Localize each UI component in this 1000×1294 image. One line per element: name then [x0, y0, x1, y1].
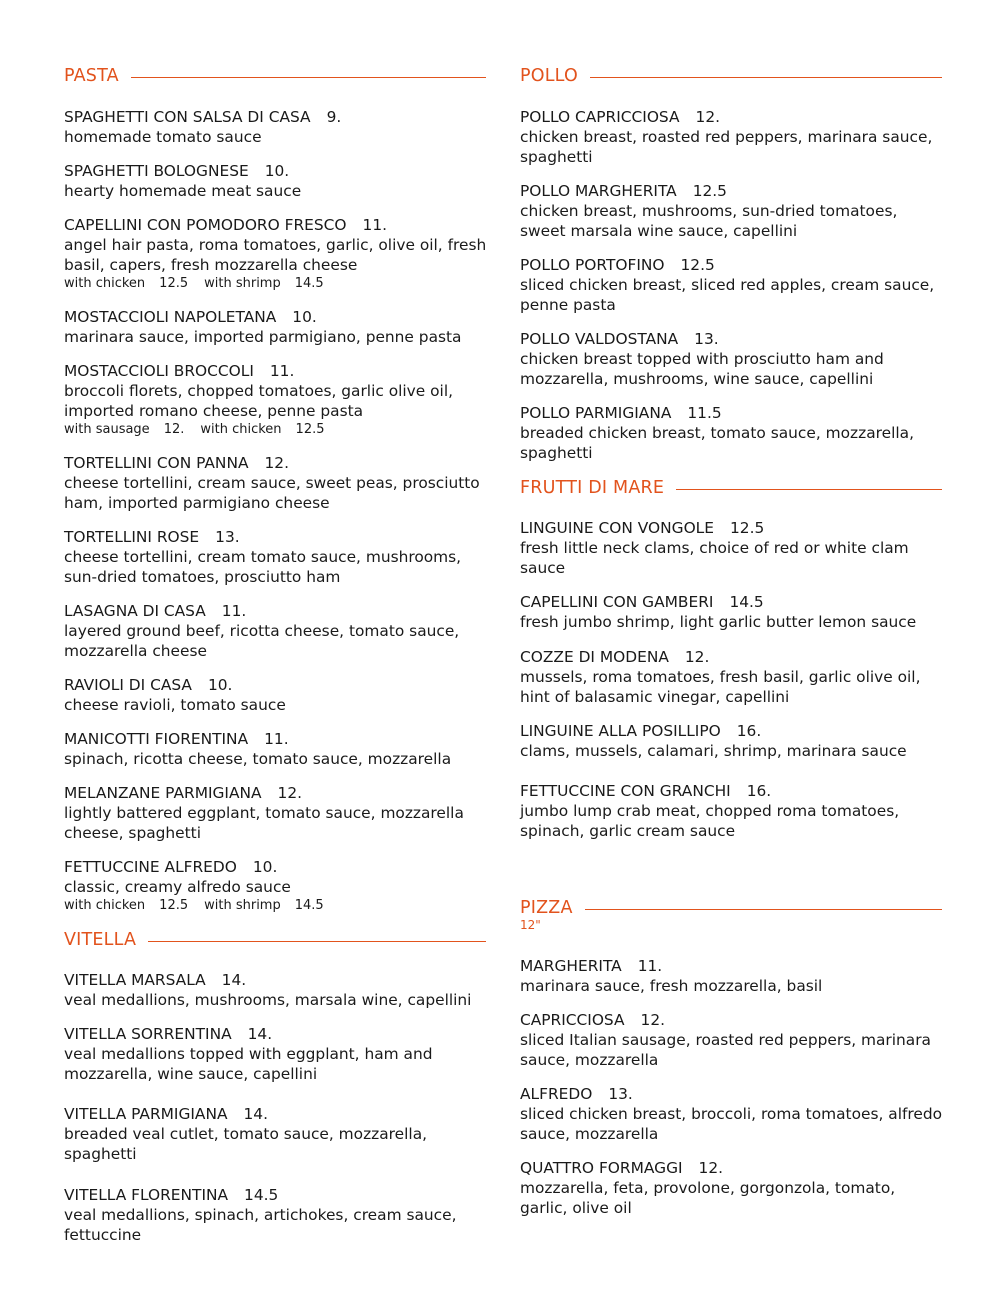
- item-description: classic, creamy alfredo sauce: [64, 878, 291, 896]
- option-label: with shrimp: [204, 898, 281, 913]
- item-name: FETTUCCINE ALFREDO: [64, 858, 237, 876]
- item-price: 12.: [684, 648, 710, 666]
- item-price: 14.: [221, 971, 247, 989]
- item-description: veal medallions topped with eggplant, ham and mozzarella, wine sauce, capellini: [64, 1045, 433, 1083]
- item-price: 10.: [207, 676, 233, 694]
- item-name: POLLO PARMIGIANA: [520, 404, 672, 422]
- item-name: LINGUINE ALLA POSILLIPO: [520, 722, 721, 740]
- item-name: RAVIOLI DI CASA: [64, 676, 192, 694]
- item-name: MELANZANE PARMIGIANA: [64, 784, 262, 802]
- menu-item: [64, 1185, 488, 1245]
- menu-item: [64, 783, 488, 843]
- item-name: POLLO CAPRICCIOSA: [520, 108, 680, 126]
- item-price: 14.5: [729, 593, 764, 611]
- item-price: 12.: [277, 784, 303, 802]
- item-description: cheese tortellini, cream sauce, sweet peas, prosciutto ham, imported parmigiano cheese: [64, 474, 480, 512]
- item-name: POLLO PORTOFINO: [520, 256, 665, 274]
- item-price: 11.: [264, 730, 289, 748]
- menu-item: [64, 361, 488, 438]
- menu-item: [64, 215, 488, 292]
- item-price: 14.: [243, 1105, 268, 1123]
- item-description: veal medallions, mushrooms, marsala wine, capellini: [64, 991, 472, 1009]
- vitella-section: [64, 928, 486, 952]
- item-name: COZZE DI MODENA: [520, 648, 669, 666]
- item-price: 12.5: [729, 519, 765, 537]
- menu-item: [64, 107, 488, 147]
- item-description: chicken breast, mushrooms, sun-dried tomatoes, sweet marsala wine sauce, capellini: [520, 202, 898, 240]
- item-price: 12.: [698, 1159, 724, 1177]
- item-name: SPAGHETTI CON SALSA DI CASA: [64, 108, 311, 126]
- pollo-section: [520, 64, 942, 88]
- section-title: FRUTTI DI MARE: [520, 478, 665, 498]
- item-price: 10.: [292, 308, 317, 326]
- item-name: ALFREDO: [520, 1085, 593, 1103]
- section-header: [64, 928, 486, 952]
- item-price: 14.: [247, 1025, 273, 1043]
- menu-item: [520, 403, 944, 463]
- item-description: homemade tomato sauce: [64, 128, 262, 146]
- menu-item: [520, 255, 944, 315]
- item-description: broccoli florets, chopped tomatoes, garlic olive oil, imported romano cheese, penne pasta: [64, 382, 453, 420]
- item-name: VITELLA FLORENTINA: [64, 1186, 229, 1204]
- item-price: 14.5: [244, 1186, 279, 1204]
- option-price: 14.5: [294, 898, 324, 913]
- item-name: TORTELLINI ROSE: [64, 528, 200, 546]
- item-description: fresh little neck clams, choice of red or white clam sauce: [520, 539, 909, 577]
- item-description: fresh jumbo shrimp, light garlic butter lemon sauce: [520, 613, 917, 631]
- option-label: with chicken: [200, 422, 282, 437]
- item-name: VITELLA PARMIGIANA: [64, 1105, 228, 1123]
- menu-item: [64, 1024, 488, 1084]
- item-price: 13.: [608, 1085, 633, 1103]
- item-description: breaded veal cutlet, tomato sauce, mozzarella, spaghetti: [64, 1125, 428, 1163]
- item-price: 11.5: [687, 404, 722, 422]
- option-price: 12.5: [159, 898, 189, 913]
- item-name: SPAGHETTI BOLOGNESE: [64, 162, 249, 180]
- item-price: 16.: [746, 782, 772, 800]
- item-price: 12.: [695, 108, 721, 126]
- menu-item: [64, 675, 488, 715]
- item-description: angel hair pasta, roma tomatoes, garlic, olive oil, fresh basil, capers, fresh mozzarella cheese: [64, 236, 487, 274]
- item-options: [64, 422, 488, 438]
- item-price: 12.5: [680, 256, 715, 274]
- item-description: sliced chicken breast, sliced red apples, cream sauce, penne pasta: [520, 276, 935, 314]
- option-label: with chicken: [64, 276, 146, 291]
- item-options: [64, 898, 488, 914]
- item-name: TORTELLINI CON PANNA: [64, 454, 249, 472]
- item-name: QUATTRO FORMAGGI: [520, 1159, 683, 1177]
- menu-item: [520, 518, 944, 578]
- menu-item: [64, 729, 488, 769]
- menu-item: [520, 781, 944, 841]
- section-header: [64, 64, 486, 88]
- section-divider: [131, 77, 486, 78]
- item-price: 11.: [362, 216, 388, 234]
- section-title: POLLO: [520, 66, 578, 86]
- item-name: POLLO VALDOSTANA: [520, 330, 679, 348]
- item-description: clams, mussels, calamari, shrimp, marinara sauce: [520, 742, 907, 760]
- item-description: sliced Italian sausage, roasted red peppers, marinara sauce, mozzarella: [520, 1031, 931, 1069]
- option-price: 12.5: [159, 276, 189, 291]
- item-name: MANICOTTI FIORENTINA: [64, 730, 249, 748]
- item-price: 13.: [694, 330, 719, 348]
- section-divider: [590, 77, 942, 78]
- menu-item: [64, 857, 488, 914]
- option-price: 14.5: [294, 276, 324, 291]
- menu-item: [520, 181, 944, 241]
- item-name: VITELLA SORRENTINA: [64, 1025, 232, 1043]
- item-price: 9.: [326, 108, 342, 126]
- item-price: 12.5: [692, 182, 727, 200]
- section-divider: [148, 941, 486, 942]
- option-label: with sausage: [64, 422, 150, 437]
- item-description: cheese tortellini, cream tomato sauce, mushrooms, sun-dried tomatoes, prosciutto ham: [64, 548, 462, 586]
- item-description: layered ground beef, ricotta cheese, tomato sauce, mozzarella cheese: [64, 622, 460, 660]
- menu-item: [520, 329, 944, 389]
- item-description: marinara sauce, imported parmigiano, penne pasta: [64, 328, 462, 346]
- section-divider: [676, 489, 942, 490]
- item-description: sliced chicken breast, broccoli, roma tomatoes, alfredo sauce, mozzarella: [520, 1105, 943, 1143]
- item-name: LINGUINE CON VONGOLE: [520, 519, 714, 537]
- option-label: with chicken: [64, 898, 146, 913]
- menu-item: [520, 721, 944, 761]
- item-description: cheese ravioli, tomato sauce: [64, 696, 286, 714]
- item-price: 12.: [264, 454, 289, 472]
- option-price: 12.: [163, 422, 185, 437]
- item-description: breaded chicken breast, tomato sauce, mozzarella, spaghetti: [520, 424, 914, 462]
- item-name: VITELLA MARSALA: [64, 971, 206, 989]
- menu-item: [520, 956, 944, 996]
- item-description: chicken breast, roasted red peppers, marinara sauce, spaghetti: [520, 128, 933, 166]
- menu-item: [520, 1158, 944, 1218]
- menu-item: [64, 307, 488, 347]
- item-description: hearty homemade meat sauce: [64, 182, 302, 200]
- menu-item: [520, 647, 944, 707]
- item-price: 10.: [252, 858, 278, 876]
- menu-item: [64, 161, 488, 201]
- section-header: [520, 896, 942, 920]
- section-divider: [585, 909, 942, 910]
- option-price: 12.5: [295, 422, 325, 437]
- item-name: MOSTACCIOLI BROCCOLI: [64, 362, 254, 380]
- item-price: 16.: [736, 722, 762, 740]
- menu-item: [64, 601, 488, 661]
- item-price: 12.: [640, 1011, 666, 1029]
- item-name: POLLO MARGHERITA: [520, 182, 677, 200]
- item-description: spinach, ricotta cheese, tomato sauce, mozzarella: [64, 750, 452, 768]
- section-title: PASTA: [64, 66, 119, 86]
- item-options: [64, 276, 488, 292]
- menu-item: [64, 1104, 488, 1164]
- item-name: MARGHERITA: [520, 957, 622, 975]
- item-description: mussels, roma tomatoes, fresh basil, garlic olive oil, hint of balasamic vinegar, capellini: [520, 668, 921, 706]
- item-description: veal medallions, spinach, artichokes, cream sauce, fettuccine: [64, 1206, 457, 1244]
- item-name: MOSTACCIOLI NAPOLETANA: [64, 308, 277, 326]
- section-header: [520, 64, 942, 88]
- item-description: chicken breast topped with prosciutto ham and mozzarella, mushrooms, wine sauce, capellini: [520, 350, 884, 388]
- item-description: marinara sauce, fresh mozzarella, basil: [520, 977, 823, 995]
- item-price: 11.: [269, 362, 295, 380]
- frutti-di-mare-section: [520, 476, 942, 500]
- pizza-section: [520, 896, 942, 932]
- item-description: lightly battered eggplant, tomato sauce, mozzarella cheese, spaghetti: [64, 804, 464, 842]
- menu-item: [520, 107, 944, 167]
- item-price: 10.: [264, 162, 290, 180]
- item-name: CAPELLINI CON POMODORO FRESCO: [64, 216, 347, 234]
- menu-item: [64, 970, 488, 1010]
- menu-item: [64, 453, 488, 513]
- item-description: jumbo lump crab meat, chopped roma tomatoes, spinach, garlic cream sauce: [520, 802, 900, 840]
- menu-item: [520, 1084, 944, 1144]
- section-title: VITELLA: [64, 930, 137, 950]
- item-price: 13.: [215, 528, 240, 546]
- item-price: 11.: [221, 602, 247, 620]
- menu-item: [520, 592, 944, 632]
- pasta-section: [64, 64, 486, 88]
- item-name: CAPELLINI CON GAMBERI: [520, 593, 714, 611]
- item-name: LASAGNA DI CASA: [64, 602, 206, 620]
- item-name: CAPRICCIOSA: [520, 1011, 625, 1029]
- option-label: with shrimp: [204, 276, 281, 291]
- menu-item: [64, 527, 488, 587]
- section-title: PIZZA: [520, 898, 573, 918]
- item-name: FETTUCCINE CON GRANCHI: [520, 782, 731, 800]
- item-description: mozzarella, feta, provolone, gorgonzola, tomato, garlic, olive oil: [520, 1179, 896, 1217]
- menu-item: [520, 1010, 944, 1070]
- item-price: 11.: [637, 957, 663, 975]
- section-subtitle: 12": [520, 918, 541, 932]
- section-header: [520, 476, 942, 500]
